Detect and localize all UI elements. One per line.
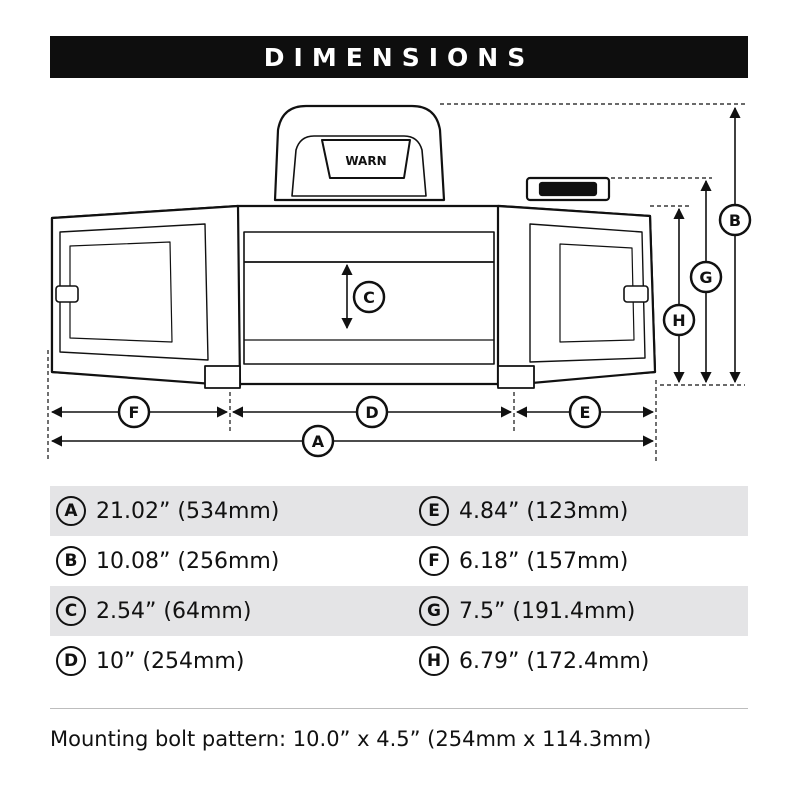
page-title: DIMENSIONS bbox=[263, 42, 535, 72]
spec-value: 21.02” (534mm) bbox=[96, 498, 280, 524]
label-e: E bbox=[579, 403, 591, 422]
spec-row bbox=[50, 486, 748, 536]
spec-badge: A bbox=[56, 496, 86, 526]
spec-value: 7.5” (191.4mm) bbox=[459, 598, 636, 624]
winch-illustration bbox=[52, 106, 655, 388]
spec-item-f bbox=[399, 546, 748, 576]
spec-badge: D bbox=[56, 646, 86, 676]
spec-value: 10.08” (256mm) bbox=[96, 548, 280, 574]
spec-badge: H bbox=[419, 646, 449, 676]
spec-row bbox=[50, 636, 748, 686]
spec-item-a bbox=[50, 496, 399, 526]
spec-badge: F bbox=[419, 546, 449, 576]
label-f: F bbox=[128, 403, 140, 422]
label-g: G bbox=[699, 268, 713, 287]
label-c: C bbox=[363, 288, 375, 307]
spec-item-h bbox=[399, 646, 748, 676]
divider bbox=[50, 708, 748, 709]
label-b: B bbox=[728, 211, 742, 230]
spec-value: 4.84” (123mm) bbox=[459, 498, 629, 524]
spec-row bbox=[50, 586, 748, 636]
spec-item-b bbox=[50, 546, 399, 576]
spec-value: 6.18” (157mm) bbox=[459, 548, 629, 574]
spec-row bbox=[50, 536, 748, 586]
spec-badge: E bbox=[419, 496, 449, 526]
spec-badge: B bbox=[56, 546, 86, 576]
spec-value: 6.79” (172.4mm) bbox=[459, 648, 650, 674]
label-a: A bbox=[311, 432, 325, 451]
spec-item-c bbox=[50, 596, 399, 626]
spec-value: 2.54” (64mm) bbox=[96, 598, 252, 624]
spec-badge: C bbox=[56, 596, 86, 626]
spec-table bbox=[50, 486, 748, 686]
label-h: H bbox=[672, 311, 686, 330]
spec-item-e bbox=[399, 496, 748, 526]
label-d: D bbox=[365, 403, 379, 422]
logo-text: WARN bbox=[345, 154, 387, 168]
spec-value: 10” (254mm) bbox=[96, 648, 245, 674]
spec-item-d bbox=[50, 646, 399, 676]
spec-badge: G bbox=[419, 596, 449, 626]
spec-item-g bbox=[399, 596, 748, 626]
mounting-note: Mounting bolt pattern: 10.0” x 4.5” (254mm x 114.3mm) bbox=[50, 727, 652, 751]
